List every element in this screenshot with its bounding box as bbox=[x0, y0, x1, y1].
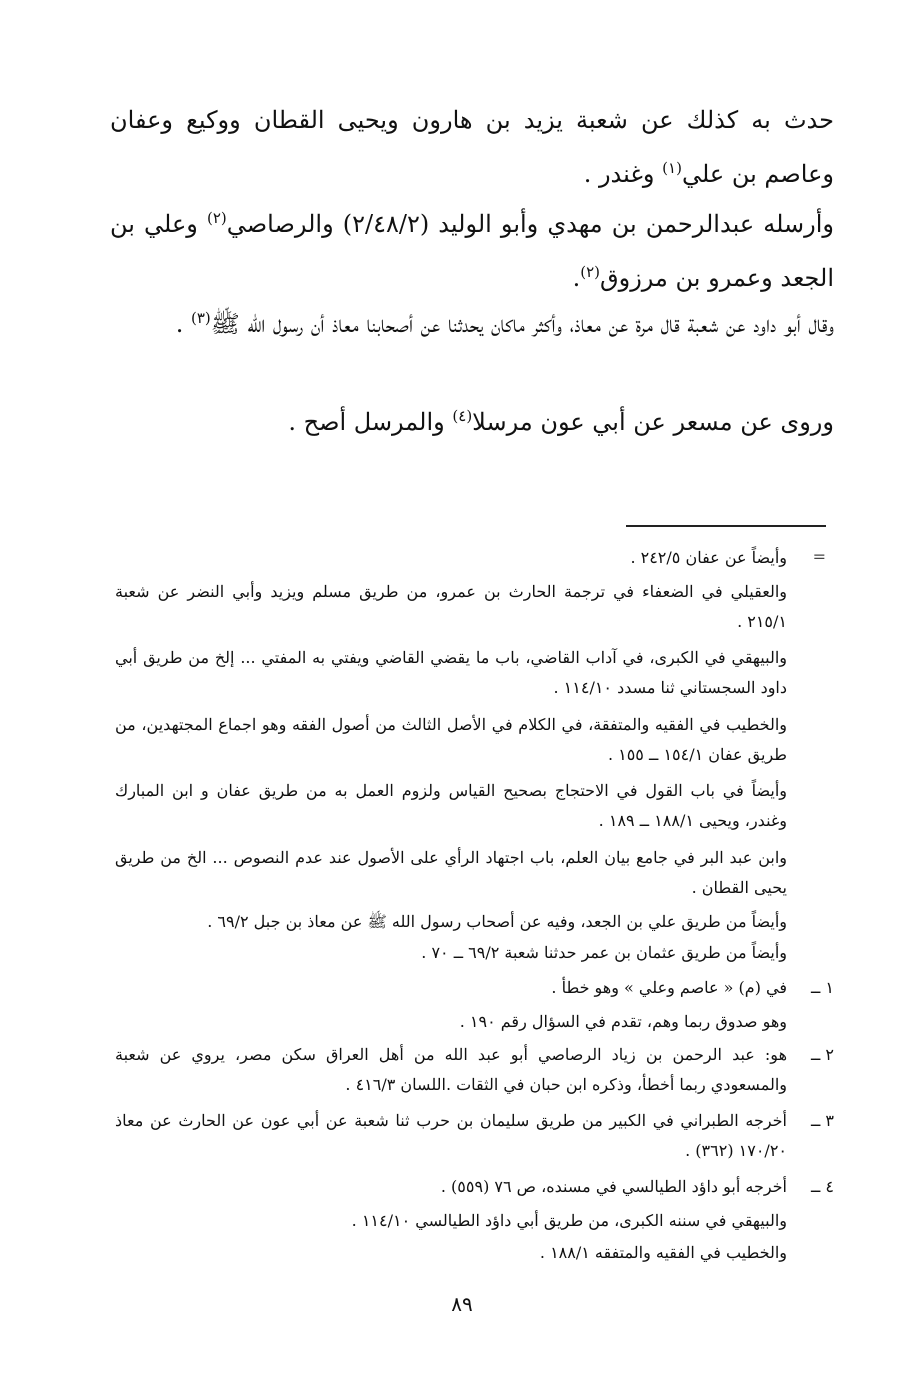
footnote-continued-line: والعقيلي في الضعفاء في ترجمة الحارث بن عمرو، من طريق مسلم ويزيد وأبي النضر عن شعبة ٢١٥/١ . bbox=[115, 582, 787, 631]
main-paragraph-1: حدث به كذلك عن شعبة يزيد بن هارون ويحيى القطان ووكيع وعفان وعاصم بن علي$^{(١)}$ وغندر . bbox=[110, 106, 834, 188]
page-number: ٨٩ bbox=[451, 1292, 473, 1316]
footnote-continued-line: وأيضاً عن عفان ٢٤٢/٥ . bbox=[630, 548, 787, 567]
footnote-ref-4[interactable]: (٤) bbox=[452, 407, 473, 425]
footnote-1-line: وهو صدوق ربما وهم، تقدم في السؤال رقم ١٩٠ . bbox=[459, 1012, 787, 1031]
footnote-continued-line: والخطيب في الفقيه والمتفقة، في الكلام في الأصل الثالث من أصول الفقه وهو اجماع المجتهدين، من طريق عفان ١٥٤/١ ــ ١٥٥ . bbox=[115, 715, 787, 764]
main-paragraph-3: وقال أبو داود عن شعبة قال مرة عن معاذ، وأكثر ماكان يحدثنا عن أصحابنا معاذ أن رسول الله ﷺ$^{(٣)}$ . bbox=[175, 309, 834, 338]
footnote-ref-2[interactable]: (٢) bbox=[207, 209, 227, 227]
main-paragraph-2: وأرسله عبدالرحمن بن مهدي وأبو الوليد (٢/٤٨/٢) والرصاصي$^{(٢)}$ وعلي بن الجعد وعمرو بن مرزوق$^{(٢)}$. bbox=[110, 209, 834, 292]
footnote-continued-line: وأيضاً من طريق علي بن الجعد، وفيه عن أصحاب رسول الله ﷺ عن معاذ بن جبل ٦٩/٢ . bbox=[207, 912, 787, 931]
footnote-1-line: في (م) « عاصم وعلي » وهو خطأ . bbox=[551, 978, 787, 997]
footnote-4-line: أخرجه أبو داؤد الطيالسي في مسنده، ص ٧٦ (٥٥٩) . bbox=[440, 1177, 787, 1196]
footnote-divider bbox=[626, 525, 826, 527]
footnote-continued-line: وأيضاً في باب القول في الاحتجاج بصحيح القياس ولزوم العمل به من طريق عفان و ابن المبارك وغندر، ويحيى ١٨٨/١ ــ ١٨٩ . bbox=[115, 781, 787, 830]
footnote-2-line: هو: عبد الرحمن بن زياد الرصاصي أبو عبد الله من أهل العراق سكن مصر، يروي عن شعبة والمسعودي ربما أخطأ، وذكره ابن حبان في الثقات .اللسان ٤١٦/٣ . bbox=[115, 1045, 787, 1094]
footnote-number-2: ٢ ــ bbox=[810, 1045, 834, 1064]
footnote-number-4: ٤ ــ bbox=[810, 1177, 834, 1196]
footnote-continued-line: وأيضاً من طريق عثمان بن عمر حدثنا شعبة ٦٩/٢ ــ ٧٠ . bbox=[421, 943, 787, 962]
footnote-ref-2b[interactable]: (٢) bbox=[580, 263, 600, 281]
footnote-continued-line: والبيهقي في الكبرى، في آداب القاضي، باب ما يقضي القاضي ويفتي به المفتي ... إلخ من طريق أبي داود السجستاني ثنا مسدد ١١٤/١٠ . bbox=[115, 648, 787, 697]
footnote-continued-line: وابن عبد البر في جامع بيان العلم، باب اجتهاد الرأي على الأصول عند عدم النصوص ... الخ من طريق يحيى القطان . bbox=[115, 848, 787, 897]
footnote-ref-3[interactable]: (٣) bbox=[190, 309, 211, 327]
footnote-4-line: والخطيب في الفقيه والمتفقه ١٨٨/١ . bbox=[539, 1243, 787, 1262]
footnote-number-3: ٣ ــ bbox=[810, 1111, 834, 1130]
footnote-ref-1[interactable]: (١) bbox=[662, 159, 682, 177]
continuation-mark: = bbox=[812, 547, 826, 566]
main-paragraph-4: وروى عن مسعر عن أبي عون مرسلا$^{(٤)}$ والمرسل أصح . bbox=[288, 407, 834, 436]
footnote-3-line: أخرجه الطبراني في الكبير من طريق سليمان بن حرب ثنا شعبة عن أبي عون عن الحارث عن معاذ ١٧٠/٢٠ (٣٦٢) . bbox=[115, 1111, 787, 1160]
footnote-4-line: والبيهقي في سننه الكبرى، من طريق أبي داؤد الطيالسي ١١٤/١٠ . bbox=[351, 1211, 787, 1230]
footnote-number-1: ١ ــ bbox=[810, 978, 834, 997]
